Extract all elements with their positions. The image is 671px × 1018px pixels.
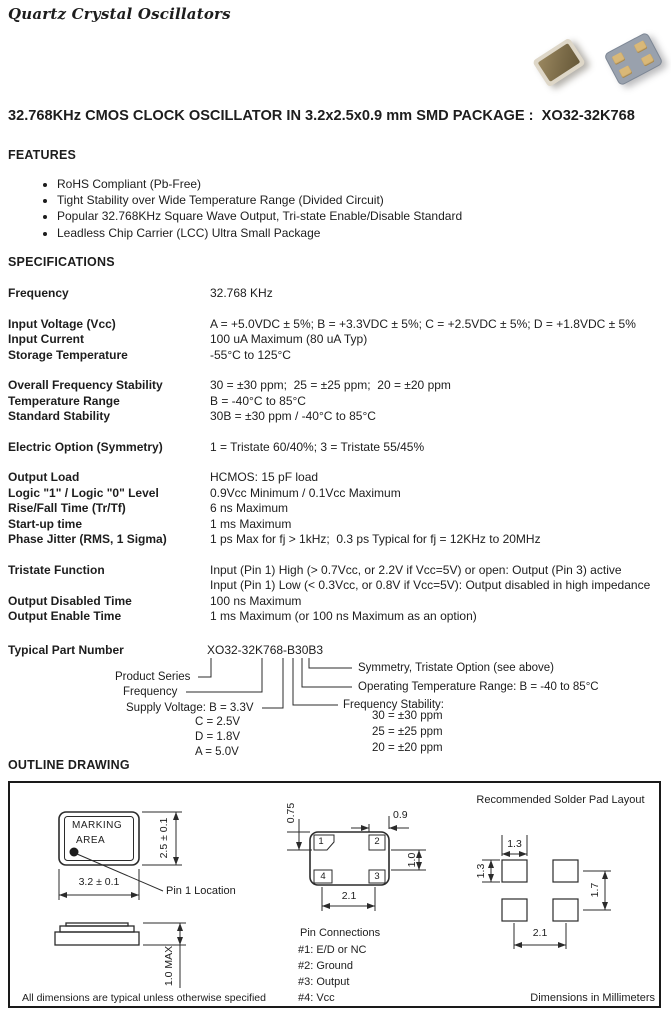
pin-connections-title: Pin Connections [300, 927, 381, 939]
decode-symmetry: Symmetry, Tristate Option (see above) [358, 662, 554, 674]
spec-row-output-enable-time [8, 609, 665, 625]
decode-supply-option: D = 1.8V [195, 731, 241, 743]
spec-row-startup-time [8, 517, 665, 533]
chip-photo-top-view [532, 38, 586, 88]
specifications-heading: SPECIFICATIONS [8, 255, 115, 269]
spec-label: Frequency [8, 286, 69, 300]
spec-label: Tristate Function [8, 562, 105, 577]
outline-footnote: All dimensions are typical unless otherwise specified [22, 992, 266, 1004]
pin-connection-item: #2: Ground [298, 960, 354, 972]
page-title: 32.768KHz CMOS CLOCK OSCILLATOR IN 3.2x2.5x0.9 mm SMD PACKAGE : XO32-32K768 [8, 108, 635, 124]
chip-pad [641, 53, 655, 66]
spec-value: 30 = ±30 ppm; 25 = ±25 ppm; 20 = ±20 ppm [210, 378, 451, 392]
dim-pad-pitch: 2.1 [341, 890, 357, 902]
pad-number-2: 2 [374, 836, 380, 847]
feature-item: • RoHS Compliant (Pb-Free) [57, 176, 462, 192]
decode-product-series: Product Series [115, 671, 191, 683]
spec-row-standard-stability [8, 409, 665, 425]
feature-item: • Leadless Chip Carrier (LCC) Ultra Small Package [57, 225, 462, 241]
spec-label: Start-up time [8, 516, 83, 531]
pin1-location-label: Pin 1 Location [166, 885, 236, 897]
spec-label: Temperature Range [8, 393, 120, 408]
dim-solder-vertical-pitch: 1.7 [589, 882, 601, 898]
spec-value: 1 ps Max for fj > 1kHz; 0.3 ps Typical for fj = 12KHz to 20MHz [210, 532, 541, 546]
decode-frequency-stability: Frequency Stability: [343, 699, 444, 711]
spec-value: 100 uA Maximum (80 uA Typ) [210, 332, 368, 346]
spec-label: Electric Option (Symmetry) [8, 439, 163, 454]
dim-pad-edge: 0.9 [393, 809, 408, 821]
spec-value: 6 ns Maximum [210, 501, 289, 515]
spec-row-input-voltage [8, 317, 665, 333]
part-number-value: XO32-32K768-B30B3 [207, 643, 324, 657]
part-number-decode [0, 640, 671, 758]
pin-connection-item: #1: E/D or NC [298, 944, 367, 956]
spec-label: Phase Jitter (RMS, 1 Sigma) [8, 532, 167, 546]
spec-row-rise-fall-time [8, 501, 665, 517]
chip-photo-bottom-view [603, 32, 663, 87]
outline-drawing-box [8, 781, 661, 1008]
decode-supply-option: C = 2.5V [195, 716, 241, 728]
marking-area-line2: AREA [76, 835, 106, 846]
decode-supply-option: A = 5.0V [195, 746, 239, 758]
dim-solder-horizontal-pitch: 2.1 [532, 927, 548, 939]
spec-value: 32.768 KHz [210, 286, 273, 300]
spec-value: 0.9Vcc Minimum / 0.1Vcc Maximum [210, 485, 401, 500]
pad-number-1: 1 [318, 836, 324, 847]
decode-stability-option: 30 = ±30 ppm [372, 710, 443, 722]
spec-value: 1 ms Maximum [210, 516, 292, 531]
dim-solder-pad-height: 1.3 [475, 863, 487, 879]
spec-value: 100 ns Maximum [210, 593, 302, 608]
decode-stability-option: 25 = ±25 ppm [372, 726, 443, 738]
chip-pad [619, 65, 633, 78]
spec-row-electric-option [8, 440, 665, 456]
dim-pad-inset: 0.75 [285, 802, 297, 824]
part-number-label: Typical Part Number [8, 643, 124, 657]
spec-row-overall-stability [8, 378, 665, 394]
spec-value: A = +5.0VDC ± 5%; B = +3.3VDC ± 5%; C = +2.5VDC ± 5%; D = +1.8VDC ± 5% [210, 316, 636, 331]
feature-item: • Popular 32.768KHz Square Wave Output, Tri-state Enable/Disable Standard [57, 208, 462, 224]
spec-label: Storage Temperature [8, 347, 128, 362]
dim-pad-gap: 1.0 [406, 852, 418, 868]
spec-row-tristate-function-2 [8, 578, 665, 594]
pin-connection-item: #3: Output [298, 976, 350, 988]
specifications-table [8, 286, 665, 625]
spec-label: Output Load [8, 470, 80, 484]
decode-op-temp-range: Operating Temperature Range: B = -40 to 85°C [358, 681, 599, 693]
brand-title: Quartz Crystal Oscillators [8, 5, 231, 23]
spec-value: Input (Pin 1) Low (< 0.3Vcc, or 0.8V if Vcc=5V): Output disabled in high impedance [210, 578, 651, 592]
features-list [40, 176, 462, 241]
spec-value: 1 ms Maximum (or 100 ns Maximum as an option) [210, 609, 477, 623]
pin-connection-item: #4: Vcc [298, 992, 335, 1004]
pad-number-4: 4 [320, 871, 326, 882]
spec-label: Logic "1" / Logic "0" Level [8, 485, 159, 500]
spec-row-output-load [8, 470, 665, 486]
spec-value: 1 = Tristate 60/40%; 3 = Tristate 55/45% [210, 439, 425, 454]
chip-pad [634, 40, 648, 53]
marking-area-line1: MARKING [72, 820, 123, 831]
spec-row-temperature-range [8, 394, 665, 410]
spec-label: Input Current [8, 332, 84, 346]
spec-value: Input (Pin 1) High (> 0.7Vcc, or 2.2V if Vcc=5V) or open: Output (Pin 3) active [210, 562, 622, 577]
dim-body-width: 3.2 ± 0.1 [78, 876, 120, 888]
spec-row-tristate-function [8, 563, 665, 579]
spec-row-frequency [8, 286, 665, 302]
decode-supply-voltage: Supply Voltage: B = 3.3V [126, 702, 254, 714]
dim-thickness: 1.0 MAX [163, 945, 175, 987]
spec-label: Standard Stability [8, 409, 111, 423]
spec-value: 30B = ±30 ppm / -40°C to 85°C [210, 409, 376, 423]
spec-value: -55°C to 125°C [210, 347, 291, 362]
outline-drawing-heading: OUTLINE DRAWING [8, 758, 130, 772]
spec-label: Rise/Fall Time (Tr/Tf) [8, 501, 126, 515]
dim-solder-pad-width: 1.3 [507, 838, 522, 850]
units-note: Dimensions in Millimeters [530, 992, 655, 1004]
spec-row-storage-temperature [8, 348, 665, 364]
decode-connector-lines [0, 640, 671, 758]
spec-label: Input Voltage (Vcc) [8, 316, 116, 331]
chip-metal-lid [538, 43, 581, 82]
spec-row-output-disabled-time [8, 594, 665, 610]
feature-item: • Tight Stability over Wide Temperature Range (Divided Circuit) [57, 192, 462, 208]
decode-frequency: Frequency [123, 686, 178, 698]
dim-body-height: 2.5 ± 0.1 [158, 817, 170, 859]
spec-label [8, 578, 210, 594]
spec-label: Output Disabled Time [8, 593, 132, 608]
chip-pad [612, 52, 626, 65]
spec-row-logic-level [8, 486, 665, 502]
features-heading: FEATURES [8, 148, 77, 162]
spec-label: Output Enable Time [8, 609, 122, 623]
pad-number-3: 3 [374, 871, 380, 882]
decode-stability-option: 20 = ±20 ppm [372, 742, 443, 754]
spec-row-phase-jitter [8, 532, 665, 548]
spec-value: B = -40°C to 85°C [210, 393, 306, 408]
solder-pad-layout-title: Recommended Solder Pad Layout [476, 794, 645, 806]
spec-value: HCMOS: 15 pF load [210, 470, 319, 484]
spec-row-input-current [8, 332, 665, 348]
spec-label: Overall Frequency Stability [8, 378, 163, 392]
